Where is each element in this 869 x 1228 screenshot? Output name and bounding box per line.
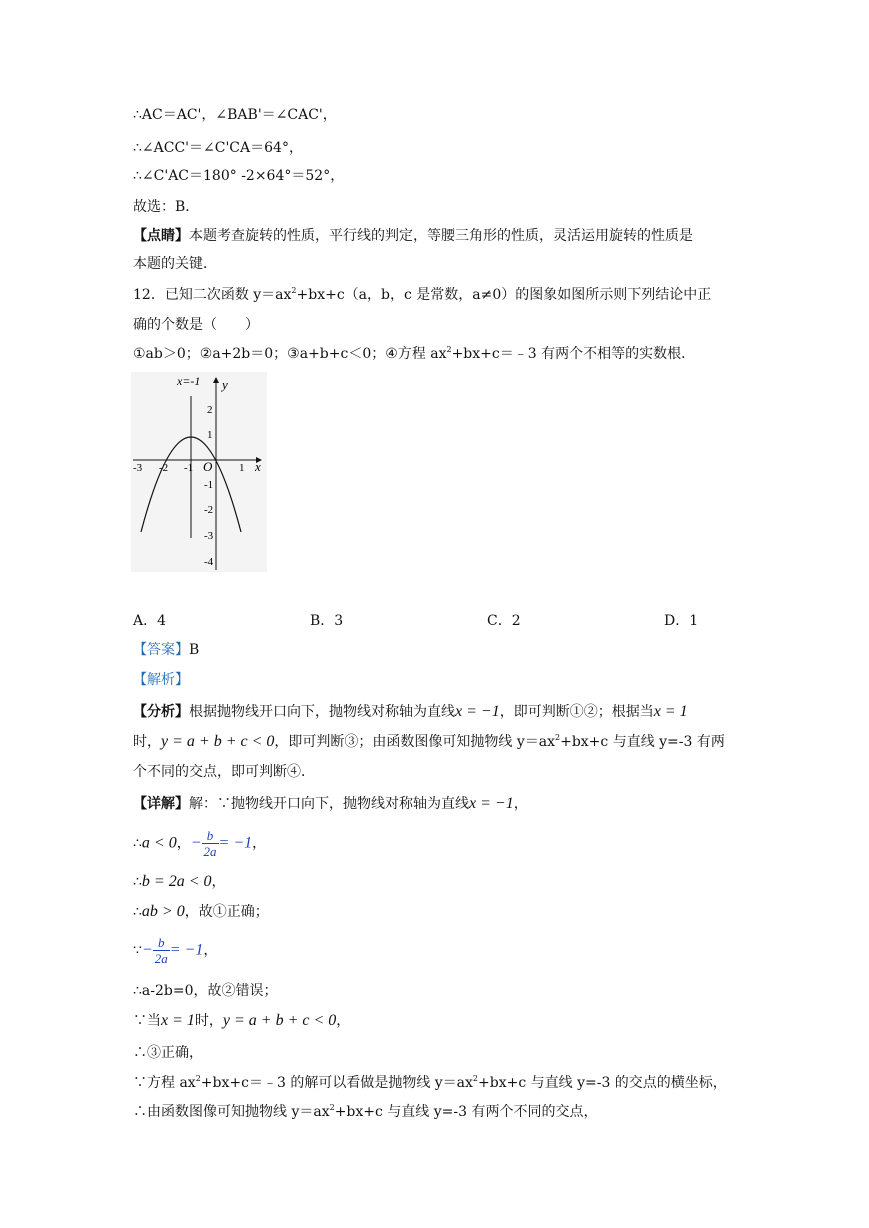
superscript: 2 (555, 733, 561, 742)
math-expression: − (141, 941, 153, 959)
x-axis-label: x (255, 459, 261, 474)
option-b: B．3 (310, 613, 344, 629)
detail-text: +bx+c 与直线 y=-3 的交点的横坐标， (478, 1075, 727, 1091)
text-line: 故选：B． (133, 199, 200, 215)
math-expression: ab > 0 (141, 903, 185, 920)
detail-text: ∴由函数图像可知抛物线 y＝ax (133, 1104, 330, 1120)
superscript: 2 (472, 1074, 479, 1083)
fraction-numerator: b (153, 935, 170, 951)
y-tick-label: -2 (204, 504, 214, 516)
math-expression: = −1 (218, 834, 253, 852)
math-expression: − (190, 834, 202, 852)
superscript: 2 (291, 286, 297, 295)
answer-tag: 【答案】 (133, 642, 189, 658)
fenxi-text: 根据抛物线开口向下，抛物线对称轴为直线 (189, 704, 455, 720)
detail-text: ， (203, 942, 218, 959)
option-a: A．4 (133, 613, 167, 629)
detail-text: ∴ (133, 835, 142, 852)
detail-tag: 【详解】 (133, 796, 189, 812)
fenxi-tag: 【分析】 (133, 704, 189, 720)
math-expression: y = a + b + c < 0 (222, 1012, 337, 1029)
x-tick-label: -2 (159, 462, 169, 474)
text-line: ∴AC＝AC'，∠BAB'＝∠CAC'， (133, 107, 337, 123)
fenxi-text: +bx+c 与直线 y=-3 有两 (560, 734, 725, 750)
detail-text: 解：∵抛物线开口向下，抛物线对称轴为直线 (189, 796, 469, 812)
detail-text: ∵ (133, 942, 142, 959)
detail-line-9 (133, 1073, 727, 1093)
detail-line-1 (133, 794, 528, 814)
fenxi-text: ，即可判断③；由函数图像可知抛物线 y＝ax (274, 734, 555, 750)
detail-text: ∴ (133, 874, 142, 890)
detail-text: ， (252, 835, 267, 852)
fenxi-line-3: 个不同的交点，即可判断④． (133, 764, 315, 780)
fraction-denominator: 2a (154, 951, 168, 966)
graph-background (131, 372, 267, 572)
text-line: ∴∠ACC'＝∠C'CA＝64°， (133, 140, 303, 156)
fraction (202, 828, 219, 859)
detail-line-4 (133, 902, 269, 922)
option-c: C．2 (487, 613, 521, 629)
symmetry-axis-label: x=-1 (177, 374, 201, 388)
detail-text: +bx+c＝﹣3 的解可以看做是抛物线 y＝ax (200, 1075, 473, 1091)
math-expression: x = 1 (653, 703, 688, 720)
answer-value: B (189, 642, 200, 658)
detail-line-2 (133, 828, 266, 859)
detail-text: 时， (194, 1013, 223, 1029)
y-tick-label: 1 (207, 429, 213, 441)
fraction-numerator: b (202, 828, 219, 844)
statement-text: +bx+c＝﹣3 有两个不相等的实数根． (451, 346, 696, 362)
fenxi-text: ，即可判断①②；根据当 (499, 704, 654, 720)
detail-line-7 (133, 1011, 350, 1031)
detail-text: ， (211, 874, 226, 890)
detail-text: ∴ (133, 904, 142, 920)
question-12-statements (133, 344, 695, 364)
x-tick-label: -3 (133, 462, 143, 474)
y-tick-label: 2 (207, 404, 213, 416)
dianjing-line (133, 226, 693, 246)
math-expression: a < 0 (141, 834, 177, 852)
math-expression: = −1 (169, 941, 204, 959)
detail-line-3 (133, 872, 226, 892)
question-text: 12．已知二次函数 y＝ax (133, 287, 292, 303)
origin-label: O (203, 459, 213, 474)
parabola-graph (131, 372, 267, 572)
dianjing-tag: 【点睛】 (133, 228, 189, 244)
statement-text: ①ab＞0；②a+2b＝0；③a+b+c＜0；④方程 ax (133, 346, 447, 362)
y-tick-label: -4 (204, 556, 214, 568)
question-12-line-2: 确的个数是（ ） (133, 317, 259, 333)
detail-text: ∵当 (133, 1013, 161, 1029)
answer-line (133, 640, 199, 660)
superscript: 2 (446, 345, 452, 354)
detail-line-10 (133, 1102, 598, 1122)
detail-line-8: ∴③正确， (133, 1045, 203, 1061)
fenxi-text: 时， (133, 734, 161, 750)
detail-text: ， (176, 835, 191, 852)
superscript: 2 (195, 1074, 201, 1083)
math-expression: y = a + b + c < 0 (161, 733, 275, 750)
math-expression: x = 1 (161, 1012, 195, 1029)
x-tick-label: 1 (239, 462, 245, 474)
question-12-line-1 (133, 285, 711, 305)
detail-text: ，故①正确； (184, 904, 269, 920)
detail-line-5 (133, 935, 217, 966)
question-text: +bx+c（a，b，c 是常数，a≠0）的图象如图所示则下列结论中正 (296, 287, 712, 303)
math-expression: x = −1 (469, 795, 514, 812)
y-axis-label: y (222, 377, 228, 392)
analysis-tag (133, 670, 189, 690)
analysis-tag-text: 【解析】 (133, 672, 189, 688)
detail-text: ， (513, 796, 528, 812)
y-tick-label: -3 (204, 530, 214, 542)
fenxi-line-2 (133, 732, 725, 752)
option-d: D．1 (664, 613, 699, 629)
detail-text: ， (336, 1013, 351, 1029)
fraction-denominator: 2a (203, 844, 217, 859)
detail-text: +bx+c 与直线 y=-3 有两个不同的交点， (334, 1104, 598, 1120)
dianjing-text: 本题考查旋转的性质，平行线的判定，等腰三角形的性质，灵活运用旋转的性质是 (189, 228, 693, 244)
math-expression: b = 2a < 0 (141, 873, 212, 890)
x-tick-label: -1 (184, 462, 194, 474)
text-line: ∴∠C'AC＝180° -2×64°＝52°， (133, 168, 345, 184)
superscript: 2 (329, 1103, 335, 1112)
fraction (153, 935, 170, 966)
text-line: 本题的关键． (133, 256, 217, 272)
math-expression: x = −1 (455, 703, 500, 720)
detail-text: ∵方程 ax (133, 1075, 196, 1091)
detail-line-6: ∴a-2b=0，故②错误； (133, 983, 278, 999)
y-tick-label: -1 (204, 479, 214, 491)
fenxi-line-1 (133, 702, 688, 722)
